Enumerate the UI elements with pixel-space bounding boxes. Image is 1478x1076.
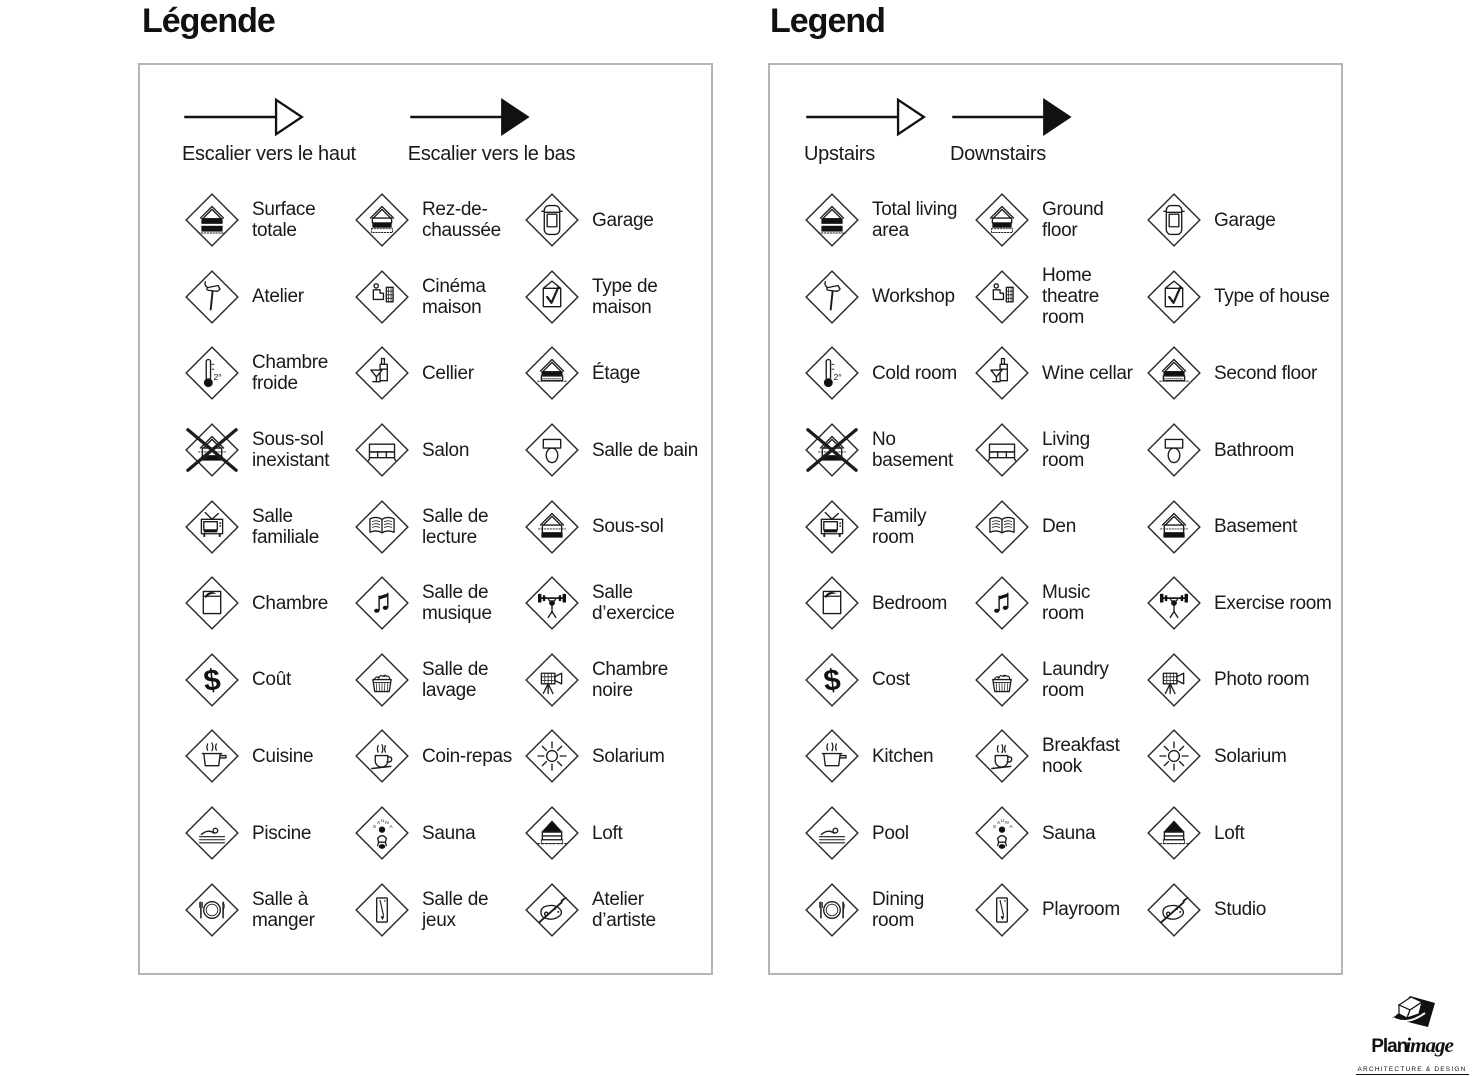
cooking-pot-icon [185,729,239,783]
open-book-icon [975,500,1029,554]
legend-item-label: Chambre [252,593,348,614]
legend-item-studio [1147,883,1337,937]
legend-item-label: Wine cellar [1042,363,1134,384]
planimage-logo [1350,993,1474,1076]
legend-item-cinema-maison [355,270,525,324]
legend-item-coin-repas [355,729,525,783]
toilet-icon [1147,423,1201,477]
house-loft-icon [1147,806,1201,860]
thermometer-icon [185,346,239,400]
legend-item-label: Den [1042,516,1134,537]
legend-item-label: Salle de bain [592,440,705,461]
checkbox-check-icon [525,270,579,324]
legend-item-bathroom [1147,423,1337,477]
legend-item-chambre [185,576,355,630]
legend-item-label: Salle familiale [252,506,348,548]
legend-item-breakfast-nook [975,729,1147,783]
legend-grid [770,182,1341,948]
tv-icon [185,500,239,554]
legend-item-label: Pool [872,823,968,844]
house-ground-icon [355,193,409,247]
place-setting-icon [185,883,239,937]
legend-title-english: Legend [770,2,885,41]
sauna-person-icon [355,806,409,860]
legend-item-home-theatre-room [975,265,1147,328]
legend-item-label: Cold room [872,363,968,384]
place-setting-icon [805,883,859,937]
swimmer-icon [805,806,859,860]
house-bottom-band-icon [1147,500,1201,554]
weightlifter-icon [525,576,579,630]
legend-item-label: Total living area [872,199,968,241]
svg-text:2°: 2° [213,372,221,382]
svg-text:2°: 2° [833,372,841,382]
house-bands-icon [805,193,859,247]
legend-item-chambre-noire [525,653,705,707]
arrow-label: Escalier vers le haut [182,143,356,166]
dollar-sign-icon [805,653,859,707]
house-top-band-icon [525,346,579,400]
projector-film-icon [355,270,409,324]
legend-item-label: Cinéma maison [422,276,514,318]
legend-item-salle-de-musique [355,576,525,630]
svg-text:$: $ [202,663,223,698]
arrow-open-icon [804,95,929,139]
movie-camera-tripod-icon [1147,653,1201,707]
legend-item-label: Atelier [252,286,348,307]
legend-item-label: Cuisine [252,746,348,767]
arrow-label: Downstairs [950,143,1075,166]
svg-text:U: U [1001,818,1005,824]
music-notes-icon [975,576,1029,630]
legend-item-salle-de-lecture [355,500,525,554]
legend-item-label: Workshop [872,286,968,307]
stairs-arrows [140,95,711,166]
wine-bottle-glass-icon [355,346,409,400]
legend-item-kitchen [805,729,975,783]
legend-item-salle-a-manger [185,883,355,937]
legend-grid [140,182,711,948]
car-icon [525,193,579,247]
hammer-icon [185,270,239,324]
legend-item-label: Kitchen [872,746,968,767]
legend-item-label: Garage [592,210,705,231]
weightlifter-icon [1147,576,1201,630]
legend-item-rez-de-chaussee [355,193,525,247]
legend-item-label: Solarium [592,746,705,767]
stairs-down-entry [950,95,1075,166]
arrow-filled-icon [408,95,575,139]
legend-item-label: Breakfast nook [1042,735,1134,777]
brand-bold: Plan [1371,1036,1407,1057]
music-notes-icon [355,576,409,630]
svg-text:N: N [1005,820,1009,826]
legend-item-salon [355,423,525,477]
legend-item-loft [525,806,705,860]
legend-item-label: Coin-repas [422,746,514,767]
legend-panel-french [138,63,713,975]
legend-item-label: Salon [422,440,514,461]
svg-text:A: A [377,820,381,826]
legend-item-no-basement [805,423,975,477]
svg-text:A: A [1009,824,1013,830]
wine-bottle-glass-icon [975,346,1029,400]
legend-item-label: Salle d’exercice [592,582,705,624]
stairs-down-entry [408,95,575,166]
arrow-filled-icon [950,95,1075,139]
laundry-basket-icon [975,653,1029,707]
thermometer-icon [805,346,859,400]
house-top-band-icon [1147,346,1201,400]
legend-item-photo-room [1147,653,1337,707]
bed-icon [805,576,859,630]
hammer-icon [805,270,859,324]
legend-item-label: Chambre froide [252,352,348,394]
legend-item-type-of-house [1147,270,1337,324]
legend-item-label: Dining room [872,889,968,931]
sofa-icon [355,423,409,477]
movie-camera-tripod-icon [525,653,579,707]
legend-item-laundry-room [975,653,1147,707]
car-icon [1147,193,1201,247]
legend-item-atelier [185,270,355,324]
legend-item-exercise-room [1147,576,1337,630]
legend-item-salle-familiale [185,500,355,554]
open-book-icon [355,500,409,554]
legend-item-label: Home theatre room [1042,265,1134,328]
legend-item-label: Coût [252,669,348,690]
palette-brush-icon [1147,883,1201,937]
legend-item-atelier-d-artiste [525,883,705,937]
legend-item-solarium [525,729,705,783]
legend-item-cout [185,653,355,707]
house-bottom-band-icon [525,500,579,554]
legend-item-sauna [975,806,1147,860]
legend-item-label: Type of house [1214,286,1332,307]
legend-item-cuisine [185,729,355,783]
legend-item-label: Étage [592,363,705,384]
legend-item-label: Garage [1214,210,1332,231]
billiard-table-icon [975,883,1029,937]
svg-text:$: $ [822,663,843,698]
tv-icon [805,500,859,554]
svg-text:N: N [385,820,389,826]
legend-item-label: Sauna [1042,823,1134,844]
legend-item-label: Salle à manger [252,889,348,931]
sun-icon [1147,729,1201,783]
legend-item-sous-sol-inexistant [185,423,355,477]
legend-item-type-de-maison [525,270,705,324]
legend-item-label: Ground floor [1042,199,1134,241]
legend-item-label: Sous-sol [592,516,705,537]
legend-item-label: Piscine [252,823,348,844]
bed-icon [185,576,239,630]
svg-text:U: U [381,818,385,824]
legend-item-label: Loft [592,823,705,844]
legend-item-salle-de-jeux [355,883,525,937]
legend-item-label: Exercise room [1214,593,1332,614]
legend-item-label: No basement [872,429,968,471]
legend-item-garage [1147,193,1337,247]
legend-item-label: Salle de lecture [422,506,514,548]
stairs-up-entry [182,95,356,166]
legend-item-label: Sous-sol inexistant [252,429,348,471]
legend-item-label: Chambre noire [592,659,705,701]
palette-brush-icon [525,883,579,937]
legend-item-salle-de-lavage [355,653,525,707]
arrow-label: Upstairs [804,143,929,166]
legend-item-salle-d-exercice [525,576,705,630]
arrow-open-icon [182,95,356,139]
house-crossed-icon [185,423,239,477]
legend-item-label: Salle de lavage [422,659,514,701]
legend-item-den [975,500,1147,554]
svg-text:S: S [373,824,376,830]
legend-item-label: Bedroom [872,593,968,614]
checkbox-check-icon [1147,270,1201,324]
legend-item-label: Photo room [1214,669,1332,690]
steaming-cup-icon [355,729,409,783]
legend-item-solarium [1147,729,1337,783]
cooking-pot-icon [805,729,859,783]
legend-item-dining-room [805,883,975,937]
dollar-sign-icon [185,653,239,707]
arrow-label: Escalier vers le bas [408,143,575,166]
legend-item-total-living-area [805,193,975,247]
legend-item-second-floor [1147,346,1337,400]
legend-item-cold-room [805,346,975,400]
legend-item-label: Bathroom [1214,440,1332,461]
legend-item-piscine [185,806,355,860]
sauna-person-icon [975,806,1029,860]
legend-item-ground-floor [975,193,1147,247]
legend-item-label: Rez-de-chaussée [422,199,514,241]
legend-item-label: Salle de jeux [422,889,514,931]
legend-item-sous-sol [525,500,705,554]
svg-text:A: A [389,824,393,830]
stairs-up-entry [804,95,929,166]
legend-item-label: Second floor [1214,363,1332,384]
legend-item-label: Laundry room [1042,659,1134,701]
sofa-icon [975,423,1029,477]
legend-item-etage [525,346,705,400]
planimage-wordmark [1350,1035,1474,1058]
legend-item-label: Family room [872,506,968,548]
legend-item-label: Type de maison [592,276,705,318]
legend-item-label: Cellier [422,363,514,384]
legend-item-salle-de-bain [525,423,705,477]
logo-tagline: ARCHITECTURE & DESIGN [1356,1066,1469,1075]
toilet-icon [525,423,579,477]
svg-text:S: S [993,824,996,830]
legend-item-label: Studio [1214,899,1332,920]
house-bands-icon [185,193,239,247]
legend-title-french: Légende [142,2,275,41]
legend-item-label: Living room [1042,429,1134,471]
legend-item-sauna [355,806,525,860]
house-crossed-icon [805,423,859,477]
sun-icon [525,729,579,783]
legend-item-label: Playroom [1042,899,1134,920]
legend-item-cost [805,653,975,707]
legend-item-label: Loft [1214,823,1332,844]
legend-item-label: Atelier d’artiste [592,889,705,931]
legend-item-bedroom [805,576,975,630]
legend-item-label: Music room [1042,582,1134,624]
legend-item-family-room [805,500,975,554]
legend-item-wine-cellar [975,346,1147,400]
legend-item-label: Solarium [1214,746,1332,767]
legend-item-playroom [975,883,1147,937]
legend-item-label: Cost [872,669,968,690]
swimmer-icon [185,806,239,860]
house-ground-icon [975,193,1029,247]
brand-script: image [1405,1033,1453,1057]
legend-item-loft [1147,806,1337,860]
legend-panel-english [768,63,1343,975]
billiard-table-icon [355,883,409,937]
house-loft-icon [525,806,579,860]
svg-text:A: A [997,820,1001,826]
stairs-arrows [770,95,1341,166]
legend-item-pool [805,806,975,860]
legend-item-surface-totale [185,193,355,247]
legend-item-label: Basement [1214,516,1332,537]
legend-item-label: Surface totale [252,199,348,241]
legend-item-garage [525,193,705,247]
legend-item-label: Salle de musique [422,582,514,624]
legend-item-basement [1147,500,1337,554]
legend-item-cellier [355,346,525,400]
legend-item-living-room [975,423,1147,477]
laundry-basket-icon [355,653,409,707]
steaming-cup-icon [975,729,1029,783]
legend-item-music-room [975,576,1147,630]
legend-item-label: Sauna [422,823,514,844]
legend-item-workshop [805,270,975,324]
projector-film-icon [975,270,1029,324]
legend-item-chambre-froide [185,346,355,400]
